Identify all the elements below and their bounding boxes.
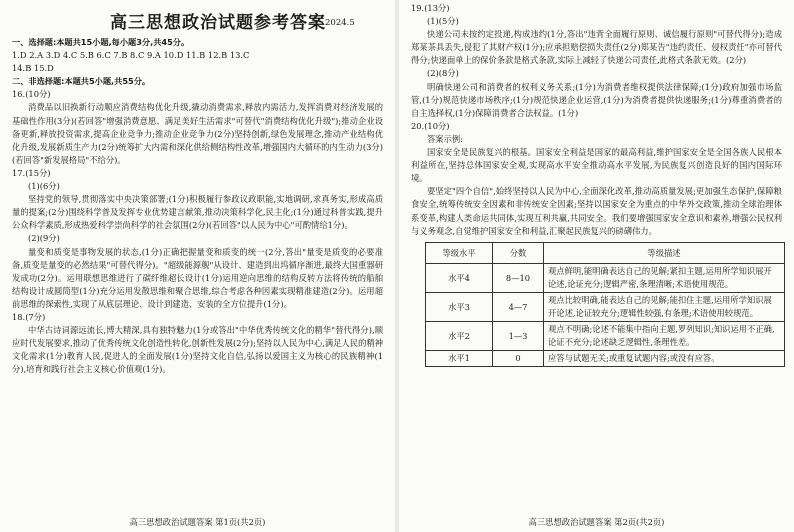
q18-heading: 18.(7分) — [12, 311, 46, 322]
score-cell: 4—7 — [493, 292, 544, 321]
col-header-description: 等级描述 — [544, 242, 785, 263]
choice-answers-line2: 14.B 15.D — [12, 63, 54, 74]
description-cell: 观点鲜明,能明确表达自己的见解;紧扣主题,运用所学知识展开论述,论证充分;逻辑严密,条理清晰;术语使用规范。 — [544, 263, 785, 292]
page-title: 高三思想政治试题参考答案 — [110, 13, 326, 33]
grading-table-header — [426, 242, 785, 263]
col-header-score: 分数 — [493, 242, 544, 263]
q19-heading: 19.(13分) — [411, 3, 450, 13]
q17-part2-heading: (2)(9分) — [28, 233, 60, 244]
q18-answer: 中华古诗词源远流长,博大精深,具有独特魅力(1分或答出"中华优秀传统文化的精华"替代得分),顺应时代发展要求,推动了优秀传统文化创造性转化,创新性发展(2分);坚持以人民为中心,满足人民的精神文化需求(1分)教育人民,促进人的全面发展(1分)坚持文化自信,弘扬以爱国主义为核心的民族精神(1分),培育和践行社会主义核心价值观(1分)。 — [12, 325, 383, 375]
q17-part1-heading: (1)(6分) — [28, 181, 60, 192]
table-row — [426, 350, 785, 366]
q20-sample-para2: 要坚定"四个自信",始终坚持以人民为中心,全面深化改革,推动高质量发展;更加强生态保护,保障粮食安全,统筹传统安全因素和非传统安全因素;坚持以国家安全为重点的中华外交政策,推动全球治理体系变革,构建人类命运共同体,实现互利共赢,共同安全。我们要增强国家安全意识和素养,增强公民权利与义务观念,自觉维护国家安全和利益,汇聚起民族复兴的磅礴伟力。 — [411, 186, 782, 236]
description-cell: 应答与试题无关;或重复试题内容;或没有应答。 — [544, 350, 785, 366]
score-cell: 8—10 — [493, 263, 544, 292]
q19-part1-heading: (1)(5分) — [427, 16, 459, 27]
page-footer: 高三思想政治试题答案 第1页(共2页) — [129, 517, 266, 527]
level-cell: 水平4 — [426, 263, 493, 292]
section2-heading: 二、非选择题:本题共5小题,共55分。 — [12, 76, 151, 87]
answer-page-1 — [0, 0, 395, 532]
section1-heading: 一、选择题:本题共15小题,每小题3分,共45分。 — [12, 37, 190, 47]
q17-part1-answer: 坚持党的领导,贯彻落实中央决策部署;(1分)积极履行参政议政职能,实地调研,求真务实,形成高质量的提案;(2分)围绕科学普及发挥专业优势建言献策,推动决策科学化,民主化;(1分)通过科普实践,提升公众科学素质,形成热爱科学崇尚科学的社会氛围(2分)(若回答"以人民为中心"可酌情给1分)。 — [12, 194, 383, 231]
q20-heading: 20.(10分) — [411, 120, 450, 131]
level-cell: 水平1 — [426, 350, 493, 366]
table-row — [426, 321, 785, 350]
level-cell: 水平2 — [426, 321, 493, 350]
score-cell: 0 — [493, 350, 544, 366]
q20-sample-para1: 国家安全是民族复兴的根基。国家安全利益是国家的最高利益,维护国家安全是全国各族人民根本利益所在,坚持总体国家安全观,实现高水平安全推动高水平发展,为民族复兴创造良好的国内国际环境。 — [411, 147, 782, 184]
table-row — [426, 263, 785, 292]
page-footer: 高三思想政治试题答案 第2页(共2页) — [528, 517, 665, 527]
exam-date: 2024.5 — [325, 18, 355, 28]
choice-answers-line1: 1.D 2.A 3.D 4.C 5.B 6.C 7.B 8.C 9.A 10.D 11.B 12.B 13.C — [12, 50, 250, 61]
col-header-level: 等级水平 — [426, 242, 493, 263]
grading-table — [425, 242, 785, 367]
q19-part2-answer: 明确快递公司和消费者的权利义务关系;(1分)为消费者维权提供法律保障;(1分)政府加强市场监管,(1分)规范快递市场秩序;(1分)规范快递企业运营,(1分)为消费者提供快递服务;(1分)尊重消费者的自主选择权,(1分)保障消费者合法权益。(1分) — [411, 81, 782, 118]
q16-answer: 消费品以旧换新行动顺应消费结构优化升级,撬动消费需求,释放内需活力,发挥消费对经济发展的基础性作用(3分)(若回答"增强消费意愿、满足美好生活需求"可替代"消费结构优化升级");推动企业设备更新,释放投资需求,提高企业竞争力;推动企业竞争力(2分)坚持创新,绿色发展理念,推动产业结构优化升级,发展新质生产力(2分)统筹扩大内需和深化供给侧结构性改革,增强国内大循环的内生动力(3分)(若回答"新发展格局"不给分)。 — [12, 102, 383, 165]
q20-sample-label: 答案示例: — [427, 133, 463, 144]
description-cell: 观点不明确;论述不能集中指向主题,罗列知识;知识运用不正确,论证不充分;论述缺乏逻辑性,条理性差。 — [544, 321, 785, 350]
q17-heading: 17.(15分) — [12, 167, 51, 178]
table-row — [426, 292, 785, 321]
q17-part2-answer: 量变和质变是事物发展的状态,(1分)正确把握量变和质变的统一(2分,答出"量变是质变的必要准备,质变是量变的必然结果"可替代得分)。"超级能源舰"从设计、建造到出坞循序渐进,最终大国重器研发成功(2分)。运用联想思维进行了碳纤维超长设计(1分)运用逆向思维的结构反转方法将传统的船舶结构设计成圆筒型(1分)充分运用发散思维和聚合思维,综合考虑各种因素实现精准建造(2分)。运用超前思维的探索性,实现了从底层理论、设计到建造、安装的全方位提升(1分)。 — [12, 246, 383, 309]
score-cell: 1—3 — [493, 321, 544, 350]
q19-part1-answer: 快递公司未按约定投递,构成违约(1分,答出"违背全面履行原则、诚信履行原则"可替代得分);造成郑某茶具丢失,侵犯了其财产权(1分);应承担赔偿损失责任(2分)郑某告"违约责任、侵权责任"亦可替代得分;快递面单上的保价条款是格式条款,实际上减轻了快递公司责任,此格式条款无效。(2分) — [411, 29, 782, 66]
level-cell: 水平3 — [426, 292, 493, 321]
description-cell: 观点比较明确,能表达自己的见解;能扣住主题,运用所学知识展开论述,论证较充分;逻辑性较强,有条理;术语使用较规范。 — [544, 292, 785, 321]
answer-page-2 — [399, 0, 794, 532]
q19-part2-heading: (2)(8分) — [427, 68, 459, 79]
q16-heading: 16.(10分) — [12, 89, 51, 100]
